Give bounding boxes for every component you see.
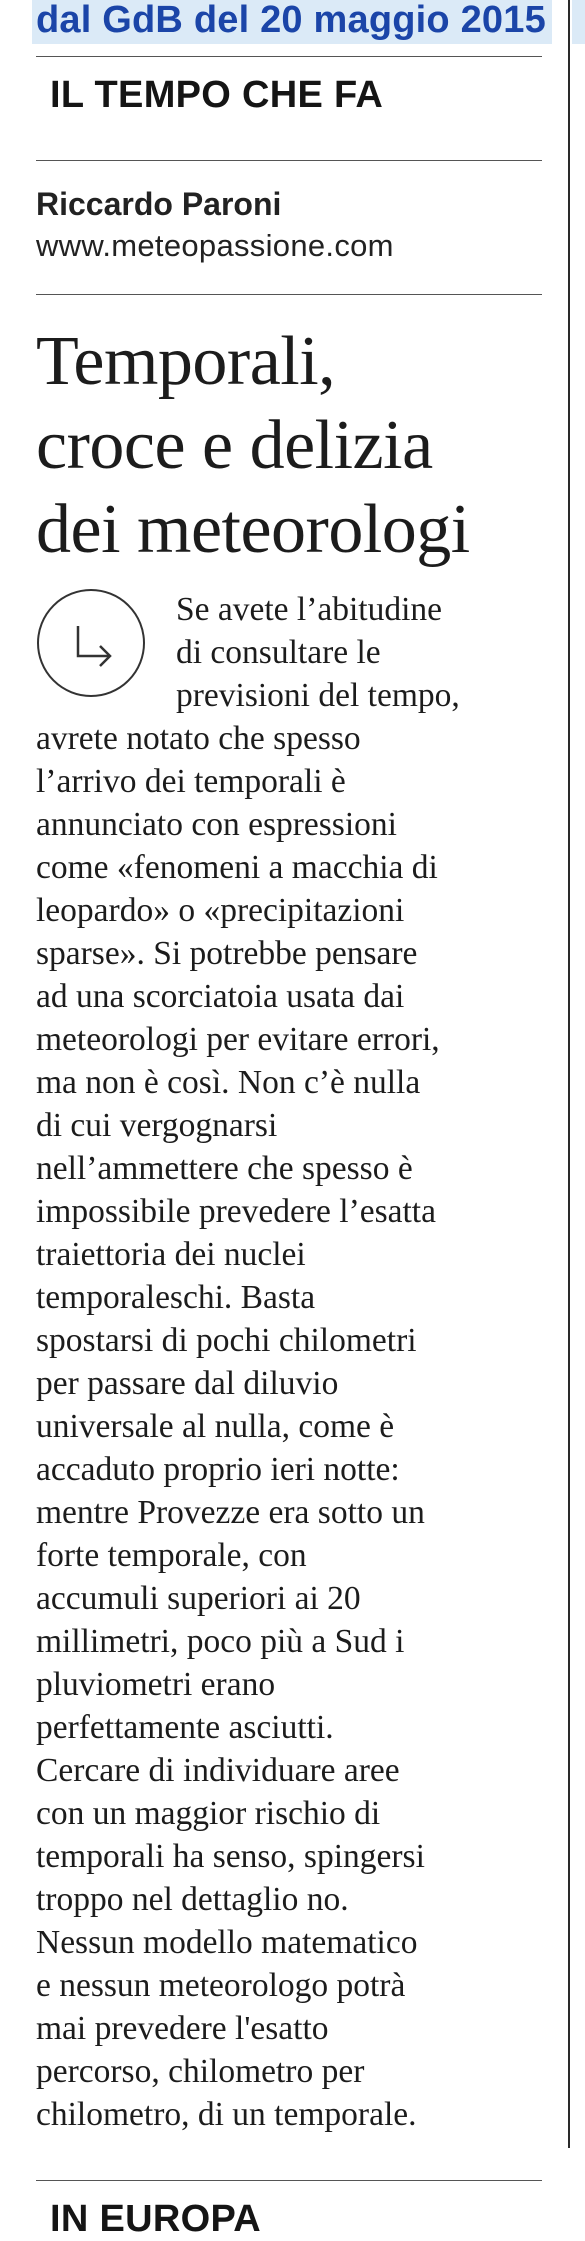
- article-line: nell’ammettere che spesso è: [36, 1150, 413, 1187]
- divider-bottom: [36, 2180, 542, 2181]
- article-line: annunciato con espressioni: [36, 806, 397, 843]
- article-line: sparse». Si potrebbe pensare: [36, 935, 418, 972]
- column-right-rule: [568, 0, 570, 2148]
- date-banner-text: dal GdB del 20 maggio 2015: [36, 0, 546, 41]
- article-line: ma non è così. Non c’è nulla: [36, 1064, 421, 1101]
- article-line: accaduto proprio ieri notte:: [36, 1451, 400, 1488]
- article-line: previsioni del tempo,: [176, 677, 460, 714]
- article-line: temporaleschi. Basta: [36, 1279, 316, 1316]
- section-title: IL TEMPO CHE FA: [50, 74, 384, 116]
- headline-line: Temporali,: [36, 323, 336, 400]
- article-body: [36, 588, 556, 2136]
- divider-top: [36, 56, 542, 57]
- article-line: pluviometri erano: [36, 1666, 276, 1703]
- article-line: universale al nulla, come è: [36, 1408, 395, 1445]
- article-line: Cercare di individuare aree: [36, 1752, 400, 1789]
- divider-author: [36, 294, 542, 295]
- article-line: mentre Provezze era sotto un: [36, 1494, 425, 1531]
- article-line: avrete notato che spesso: [36, 720, 361, 757]
- article-line: accumuli superiori ai 20: [36, 1580, 361, 1617]
- article-line: per passare dal diluvio: [36, 1365, 339, 1402]
- article-line: millimetri, poco più a Sud i: [36, 1623, 405, 1660]
- article-line: troppo nel dettaglio no.: [36, 1881, 349, 1918]
- article-line: meteorologi per evitare errori,: [36, 1021, 440, 1058]
- article-line: di consultare le: [176, 634, 381, 671]
- article-line: Nessun modello matematico: [36, 1924, 418, 1961]
- author-website: www.meteopassione.com: [36, 228, 394, 263]
- divider-section: [36, 160, 542, 161]
- article-line: chilometro, di un temporale.: [36, 2096, 417, 2133]
- article-line: spostarsi di pochi chilometri: [36, 1322, 417, 1359]
- article-line: e nessun meteorologo potrà: [36, 1967, 406, 2004]
- article-line: di cui vergognarsi: [36, 1107, 278, 1144]
- banner-edge: [572, 0, 585, 44]
- headline: [36, 320, 556, 572]
- article-line: come «fenomeni a macchia di: [36, 849, 438, 886]
- article-line: temporali ha senso, spingersi: [36, 1838, 425, 1875]
- next-section-title: IN EUROPA: [50, 2198, 262, 2240]
- article-line: impossibile prevedere l’esatta: [36, 1193, 436, 1230]
- article-line: percorso, chilometro per: [36, 2053, 365, 2090]
- article-line: forte temporale, con: [36, 1537, 307, 1574]
- article-line: leopardo» o «precipitazioni: [36, 892, 405, 929]
- author-name: Riccardo Paroni: [36, 186, 282, 222]
- article-line: ad una scorciatoia usata dai: [36, 978, 405, 1015]
- article-line: l’arrivo dei temporali è: [36, 763, 346, 800]
- headline-line: dei meteorologi: [36, 491, 470, 568]
- article-line: perfettamente asciutti.: [36, 1709, 334, 1746]
- article-line: con un maggior rischio di: [36, 1795, 381, 1832]
- headline-line: croce e delizia: [36, 407, 433, 484]
- article-line: Se avete l’abitudine: [176, 591, 443, 628]
- article-line: traiettoria dei nuclei: [36, 1236, 306, 1273]
- article-line: mai prevedere l'esatto: [36, 2010, 329, 2047]
